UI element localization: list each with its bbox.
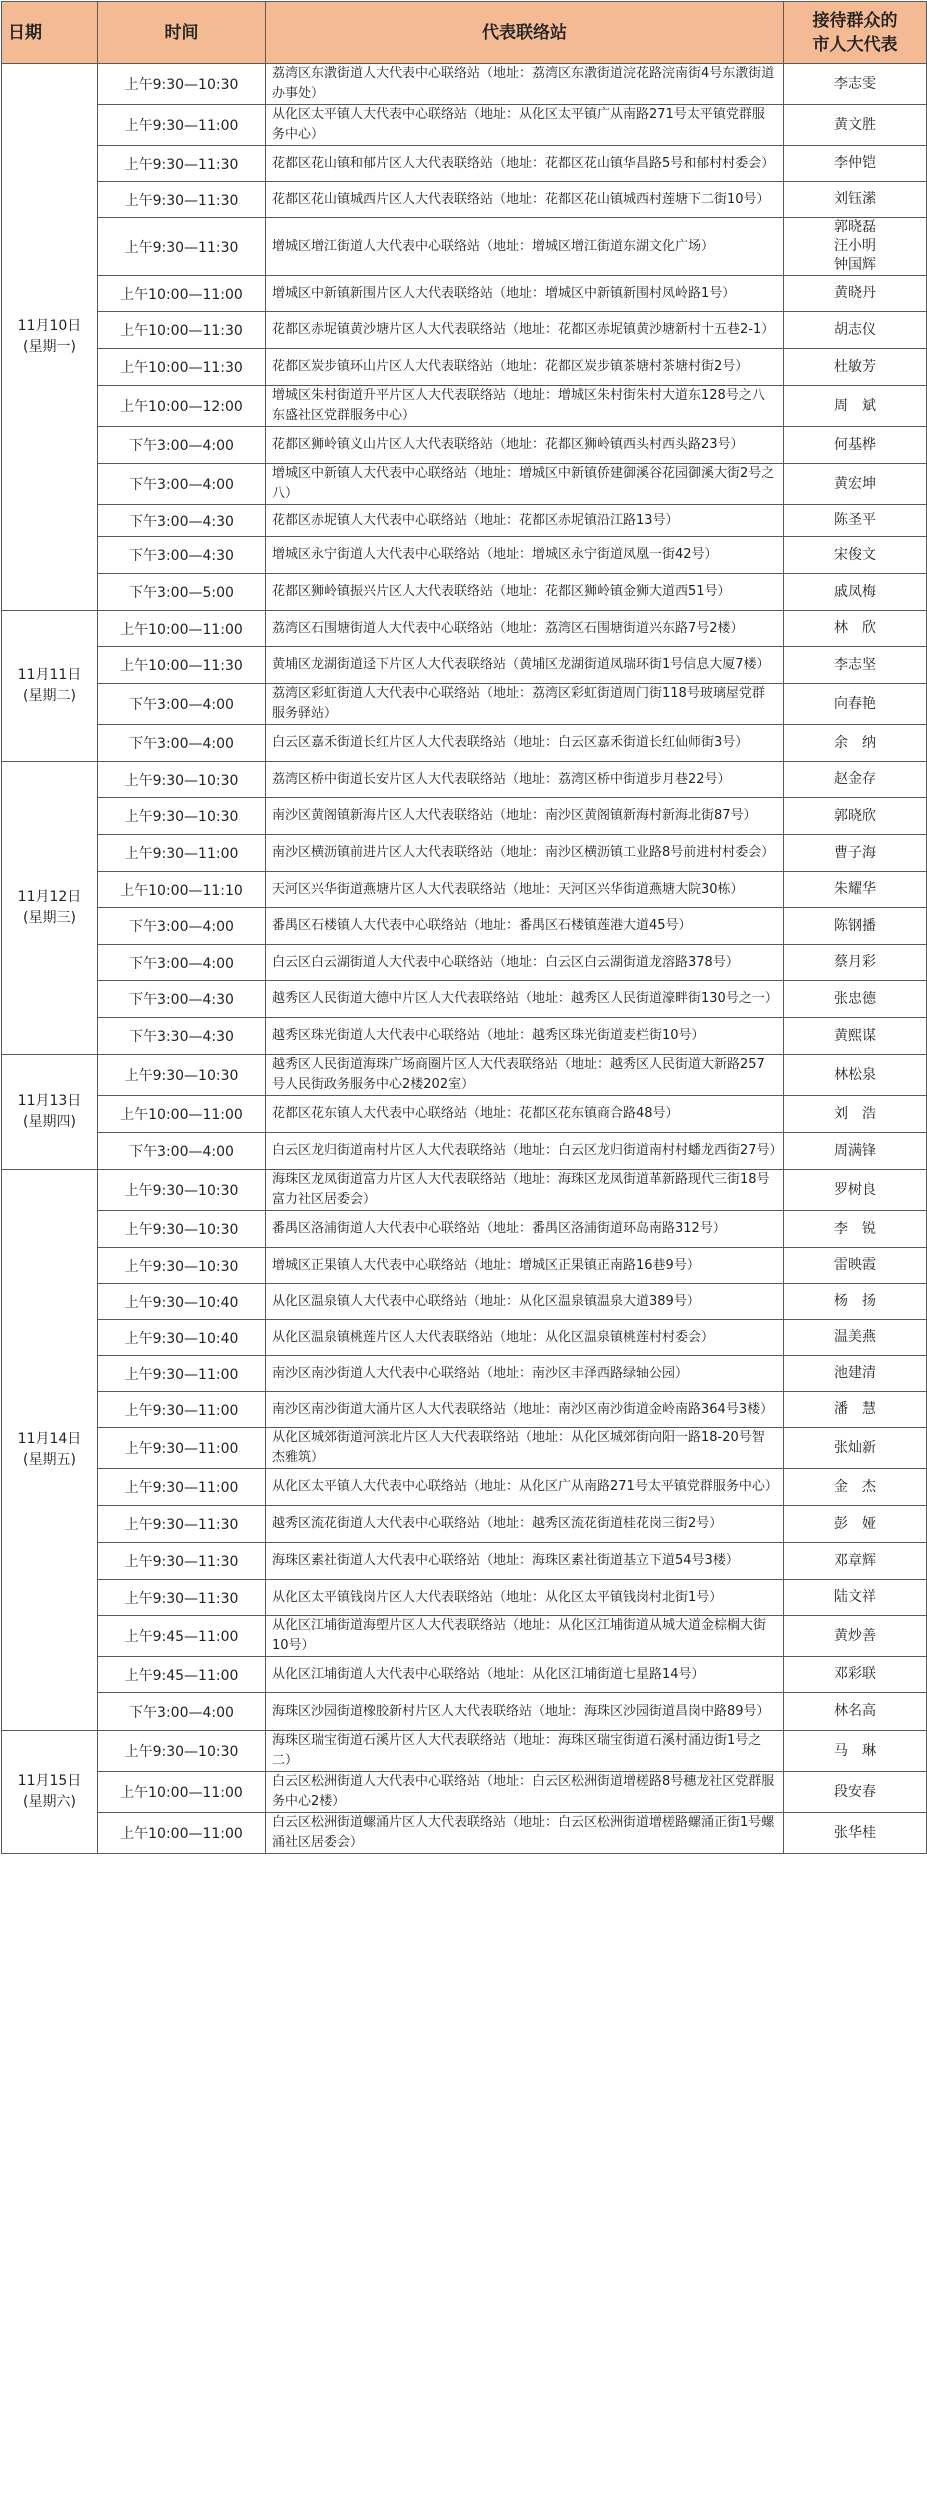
station-cell: 荔湾区石围塘街道人大代表中心联络站（地址：荔湾区石围塘街道兴东路7号2楼） (266, 611, 784, 647)
time-cell: 上午9:30—10:40 (98, 1284, 266, 1320)
station-cell: 从化区温泉镇人大代表中心联络站（地址：从化区温泉镇温泉大道389号） (266, 1284, 784, 1320)
station-cell: 番禺区石楼镇人大代表中心联络站（地址：番禺区石楼镇莲港大道45号） (266, 908, 784, 945)
representative-cell: 胡志仪 (784, 312, 927, 349)
representative-cell: 杨 扬 (784, 1284, 927, 1320)
representative-cell: 何基桦 (784, 427, 927, 464)
station-cell: 南沙区黄阁镇新海片区人大代表联络站（地址：南沙区黄阁镇新海村新海北街87号） (266, 798, 784, 835)
station-cell: 荔湾区东漖街道人大代表中心联络站（地址：荔湾区东漖街道浣花路浣南街4号东漖街道办事处） (266, 64, 784, 105)
time-cell: 下午3:00—4:00 (98, 1693, 266, 1731)
representative-cell: 邓章辉 (784, 1543, 927, 1580)
table-row (2, 1018, 927, 1055)
station-cell: 花都区花山镇和郁片区人大代表联络站（地址：花都区花山镇华昌路5号和郁村村委会） (266, 146, 784, 182)
weekday-label: (星期四) (23, 1114, 76, 1130)
station-cell: 海珠区龙凤街道富力片区人大代表联络站（地址：海珠区龙凤街道革新路现代三街18号富力社区居委会） (266, 1170, 784, 1211)
station-cell: 从化区太平镇人大代表中心联络站（地址：从化区太平镇广从南路271号太平镇党群服务中心） (266, 105, 784, 146)
table-row (2, 798, 927, 835)
time-cell: 上午9:30—11:30 (98, 182, 266, 218)
representative-cell: 林松泉 (784, 1055, 927, 1096)
station-cell: 海珠区瑞宝街道石溪片区人大代表联络站（地址：海珠区瑞宝街道石溪村涌边街1号之二） (266, 1731, 784, 1772)
table-row (2, 647, 927, 684)
representative-cell: 温美燕 (784, 1320, 927, 1356)
station-cell: 从化区江埔街道人大代表中心联络站（地址：从化区江埔街道七星路14号） (266, 1657, 784, 1693)
representative-cell: 黄炒善 (784, 1616, 927, 1657)
time-cell: 上午9:30—11:30 (98, 218, 266, 276)
time-cell: 下午3:00—4:30 (98, 537, 266, 574)
time-cell: 下午3:00—4:00 (98, 725, 266, 762)
representative-cell: 池建清 (784, 1356, 927, 1392)
time-cell: 上午9:30—11:00 (98, 1428, 266, 1469)
time-cell: 上午10:00—11:00 (98, 611, 266, 647)
table-row (2, 218, 927, 276)
weekday-label: (星期三) (23, 910, 76, 926)
time-cell: 上午9:30—11:30 (98, 146, 266, 182)
representative-cell: 张华桂 (784, 1813, 927, 1854)
time-cell: 上午9:30—11:30 (98, 1506, 266, 1543)
station-cell: 花都区花山镇城西片区人大代表联络站（地址：花都区花山镇城西村莲塘下二街10号） (266, 182, 784, 218)
station-cell: 黄埔区龙湖街道迳下片区人大代表联络站（黄埔区龙湖街道凤瑞环街1号信息大厦7楼） (266, 647, 784, 684)
station-cell: 增城区增江街道人大代表中心联络站（地址：增城区增江街道东湖文化广场） (266, 218, 784, 276)
station-cell: 番禺区洛浦街道人大代表中心联络站（地址：番禺区洛浦街道环岛南路312号） (266, 1211, 784, 1248)
representative-cell: 张灿新 (784, 1428, 927, 1469)
representative-cell: 余 纳 (784, 725, 927, 762)
table-row (2, 1616, 927, 1657)
station-cell: 南沙区横沥镇前进片区人大代表联络站（地址：南沙区横沥镇工业路8号前进村村委会） (266, 835, 784, 872)
time-cell: 上午9:30—11:30 (98, 1580, 266, 1616)
time-cell: 上午9:30—10:30 (98, 1731, 266, 1772)
table-row (2, 182, 927, 218)
table-row (2, 1055, 927, 1096)
table-row (2, 1772, 927, 1813)
time-cell: 上午9:30—10:30 (98, 1248, 266, 1284)
time-cell: 上午9:30—10:30 (98, 1055, 266, 1096)
time-cell: 上午10:00—12:00 (98, 386, 266, 427)
time-cell: 下午3:00—4:00 (98, 464, 266, 505)
representative-cell: 段安春 (784, 1772, 927, 1813)
table-row (2, 835, 927, 872)
representative-cell: 曹子海 (784, 835, 927, 872)
representative-cell: 彭 娅 (784, 1506, 927, 1543)
station-cell: 从化区温泉镇桃莲片区人大代表联络站（地址：从化区温泉镇桃莲村村委会） (266, 1320, 784, 1356)
time-cell: 上午9:30—10:30 (98, 64, 266, 105)
time-cell: 上午9:30—11:00 (98, 835, 266, 872)
table-row (2, 684, 927, 725)
time-cell: 上午10:00—11:00 (98, 276, 266, 312)
representative-cell: 李志雯 (784, 64, 927, 105)
representative-cell: 黄宏坤 (784, 464, 927, 505)
representative-cell: 李仲铠 (784, 146, 927, 182)
table-row (2, 1211, 927, 1248)
date-cell (2, 762, 98, 1055)
station-cell: 越秀区人民街道海珠广场商圈片区人大代表联络站（地址：越秀区人民街道大新路257号人民街政务服务中心2楼202室） (266, 1055, 784, 1096)
table-row (2, 872, 927, 908)
time-cell: 上午9:30—10:30 (98, 1211, 266, 1248)
representative-cell: 向春艳 (784, 684, 927, 725)
table-row (2, 981, 927, 1018)
time-cell: 上午10:00—11:30 (98, 349, 266, 386)
station-cell: 增城区中新镇新围片区人大代表联络站（地址：增城区中新镇新围村凤岭路1号） (266, 276, 784, 312)
station-cell: 从化区太平镇人大代表中心联络站（地址：从化区广从南路271号太平镇党群服务中心） (266, 1469, 784, 1506)
time-cell: 下午3:00—4:00 (98, 684, 266, 725)
time-cell: 上午9:30—11:00 (98, 1356, 266, 1392)
time-cell: 下午3:30—4:30 (98, 1018, 266, 1055)
station-cell: 白云区嘉禾街道长红片区人大代表联络站（地址：白云区嘉禾街道长红仙师街3号） (266, 725, 784, 762)
time-cell: 上午10:00—11:30 (98, 312, 266, 349)
time-cell: 上午9:45—11:00 (98, 1657, 266, 1693)
table-row (2, 386, 927, 427)
representative-cell: 雷映霞 (784, 1248, 927, 1284)
station-cell: 从化区江埔街道海塱片区人大代表联络站（地址：从化区江埔街道从城大道金棕榈大街10号） (266, 1616, 784, 1657)
table-row (2, 945, 927, 981)
table-row (2, 1392, 927, 1428)
time-cell: 上午9:30—10:30 (98, 798, 266, 835)
date-label: 11月11日 (17, 667, 82, 683)
representative-cell: 郭晓欣 (784, 798, 927, 835)
time-cell: 上午9:30—10:40 (98, 1320, 266, 1356)
time-cell: 上午9:30—11:00 (98, 1469, 266, 1506)
table-row (2, 1320, 927, 1356)
representative-cell: 陆文祥 (784, 1580, 927, 1616)
time-cell: 上午10:00—11:10 (98, 872, 266, 908)
table-row (2, 1543, 927, 1580)
time-cell: 上午9:30—11:00 (98, 105, 266, 146)
header-time: 时间 (98, 2, 266, 64)
representative-cell: 陈钢播 (784, 908, 927, 945)
header-row (2, 2, 927, 64)
station-cell: 白云区松洲街道螺涌片区人大代表联络站（地址：白云区松洲街道增槎路螺涌正街1号螺涌社区居委会） (266, 1813, 784, 1854)
time-cell: 下午3:00—4:30 (98, 505, 266, 537)
table-header (2, 2, 927, 64)
station-cell: 增城区朱村街道升平片区人大代表联络站（地址：增城区朱村街朱村大道东128号之八东盛社区党群服务中心） (266, 386, 784, 427)
representative-cell: 宋俊文 (784, 537, 927, 574)
table-row (2, 146, 927, 182)
table-row (2, 1170, 927, 1211)
station-cell: 花都区花东镇人大代表中心联络站（地址：花都区花东镇商合路48号） (266, 1096, 784, 1133)
table-row (2, 908, 927, 945)
date-cell (2, 1731, 98, 1854)
time-cell: 上午10:00—11:00 (98, 1096, 266, 1133)
station-cell: 花都区狮岭镇振兴片区人大代表联络站（地址：花都区狮岭镇金狮大道西51号） (266, 574, 784, 611)
station-cell: 白云区白云湖街道人大代表中心联络站（地址：白云区白云湖街道龙溶路378号） (266, 945, 784, 981)
header-date: 日期 (2, 2, 98, 64)
station-cell: 花都区炭步镇环山片区人大代表联络站（地址：花都区炭步镇茶塘村茶塘村街2号） (266, 349, 784, 386)
representative-cell: 郭晓磊 汪小明 钟国辉 (784, 218, 927, 276)
representative-cell: 蔡月彩 (784, 945, 927, 981)
date-label: 11月12日 (17, 889, 82, 905)
representative-cell: 陈圣平 (784, 505, 927, 537)
station-cell: 从化区太平镇钱岗片区人大代表联络站（地址：从化区太平镇钱岗村北街1号） (266, 1580, 784, 1616)
station-cell: 越秀区人民街道大德中片区人大代表联络站（地址：越秀区人民街道濠畔街130号之一） (266, 981, 784, 1018)
time-cell: 下午3:00—4:00 (98, 945, 266, 981)
station-cell: 海珠区沙园街道橡胶新村片区人大代表联络站（地址：海珠区沙园街道昌岗中路89号） (266, 1693, 784, 1731)
station-cell: 荔湾区彩虹街道人大代表中心联络站（地址：荔湾区彩虹街道周门街118号玻璃屋党群服务驿站） (266, 684, 784, 725)
table-row (2, 1428, 927, 1469)
date-label: 11月10日 (17, 318, 82, 334)
table-row (2, 1284, 927, 1320)
station-cell: 荔湾区桥中街道长安片区人大代表联络站（地址：荔湾区桥中街道步月巷22号） (266, 762, 784, 798)
representative-cell: 李 锐 (784, 1211, 927, 1248)
station-cell: 增城区永宁街道人大代表中心联络站（地址：增城区永宁街道凤凰一街42号） (266, 537, 784, 574)
table-row (2, 1356, 927, 1392)
date-cell (2, 1170, 98, 1731)
date-cell (2, 1055, 98, 1170)
table-row (2, 312, 927, 349)
representative-cell: 周 斌 (784, 386, 927, 427)
time-cell: 下午3:00—4:30 (98, 981, 266, 1018)
time-cell: 下午3:00—4:00 (98, 1133, 266, 1170)
table-row (2, 105, 927, 146)
representative-cell: 邓彩联 (784, 1657, 927, 1693)
representative-cell: 周满锋 (784, 1133, 927, 1170)
table-row (2, 1580, 927, 1616)
table-row (2, 611, 927, 647)
table-row (2, 725, 927, 762)
representative-cell: 赵金存 (784, 762, 927, 798)
station-cell: 越秀区珠光街道人大代表中心联络站（地址：越秀区珠光街道麦栏街10号） (266, 1018, 784, 1055)
table-row (2, 762, 927, 798)
date-cell (2, 64, 98, 611)
time-cell: 上午9:30—11:00 (98, 1392, 266, 1428)
schedule-table (1, 1, 927, 1854)
time-cell: 上午9:45—11:00 (98, 1616, 266, 1657)
table-row (2, 64, 927, 105)
representative-cell: 黄熙谋 (784, 1018, 927, 1055)
weekday-label: (星期六) (23, 1794, 76, 1810)
representative-cell: 刘钰潆 (784, 182, 927, 218)
table-row (2, 1693, 927, 1731)
date-label: 11月14日 (17, 1431, 82, 1447)
table-row (2, 1096, 927, 1133)
weekday-label: (星期五) (23, 1452, 76, 1468)
table-row (2, 1731, 927, 1772)
representative-cell: 潘 慧 (784, 1392, 927, 1428)
time-cell: 上午10:00—11:00 (98, 1813, 266, 1854)
table-row (2, 464, 927, 505)
station-cell: 白云区松洲街道人大代表中心联络站（地址：白云区松洲街道增槎路8号穗龙社区党群服务中心2楼） (266, 1772, 784, 1813)
weekday-label: (星期一) (23, 339, 76, 355)
table-row (2, 349, 927, 386)
station-cell: 天河区兴华街道燕塘片区人大代表联络站（地址：天河区兴华街道燕塘大院30栋） (266, 872, 784, 908)
date-label: 11月13日 (17, 1093, 82, 1109)
representative-cell: 张忠德 (784, 981, 927, 1018)
station-cell: 花都区赤坭镇人大代表中心联络站（地址：花都区赤坭镇沿江路13号） (266, 505, 784, 537)
representative-cell: 戚凤梅 (784, 574, 927, 611)
station-cell: 越秀区流花街道人大代表中心联络站（地址：越秀区流花街道桂花岗三街2号） (266, 1506, 784, 1543)
date-cell (2, 611, 98, 762)
table-row (2, 1657, 927, 1693)
date-label: 11月15日 (17, 1773, 82, 1789)
representative-cell: 林 欣 (784, 611, 927, 647)
weekday-label: (星期二) (23, 688, 76, 704)
time-cell: 下午3:00—4:00 (98, 427, 266, 464)
station-cell: 海珠区素社街道人大代表中心联络站（地址：海珠区素社街道基立下道54号3楼） (266, 1543, 784, 1580)
table-row (2, 1133, 927, 1170)
representative-cell: 金 杰 (784, 1469, 927, 1506)
representative-cell: 林名高 (784, 1693, 927, 1731)
station-cell: 南沙区南沙街道大涌片区人大代表联络站（地址：南沙区南沙街道金岭南路364号3楼） (266, 1392, 784, 1428)
representative-cell: 刘 浩 (784, 1096, 927, 1133)
station-cell: 花都区赤坭镇黄沙塘片区人大代表联络站（地址：花都区赤坭镇黄沙塘新村十五巷2-1） (266, 312, 784, 349)
time-cell: 上午9:30—10:30 (98, 762, 266, 798)
table-row (2, 574, 927, 611)
representative-cell: 杜敏芳 (784, 349, 927, 386)
station-cell: 白云区龙归街道南村片区人大代表联络站（地址：白云区龙归街道南村村蟠龙西街27号） (266, 1133, 784, 1170)
table-row (2, 427, 927, 464)
time-cell: 下午3:00—4:00 (98, 908, 266, 945)
time-cell: 上午10:00—11:30 (98, 647, 266, 684)
time-cell: 上午9:30—10:30 (98, 1170, 266, 1211)
representative-cell: 马 琳 (784, 1731, 927, 1772)
time-cell: 上午9:30—11:30 (98, 1543, 266, 1580)
table-row (2, 276, 927, 312)
station-cell: 从化区城郊街道河滨北片区人大代表联络站（地址：从化区城郊街向阳一路18-20号智杰雅筑） (266, 1428, 784, 1469)
table-row (2, 1813, 927, 1854)
table-row (2, 505, 927, 537)
header-station: 代表联络站 (266, 2, 784, 64)
representative-cell: 罗树良 (784, 1170, 927, 1211)
station-cell: 南沙区南沙街道人大代表中心联络站（地址：南沙区丰泽西路绿轴公园） (266, 1356, 784, 1392)
table-row (2, 1506, 927, 1543)
station-cell: 增城区正果镇人大代表中心联络站（地址：增城区正果镇正南路16巷9号） (266, 1248, 784, 1284)
station-cell: 花都区狮岭镇义山片区人大代表联络站（地址：花都区狮岭镇西头村西头路23号） (266, 427, 784, 464)
table-row (2, 1248, 927, 1284)
table-body (2, 64, 927, 1854)
table-row (2, 1469, 927, 1506)
station-cell: 增城区中新镇人大代表中心联络站（地址：增城区中新镇侨建御溪谷花园御溪大街2号之八） (266, 464, 784, 505)
time-cell: 上午10:00—11:00 (98, 1772, 266, 1813)
representative-cell: 朱耀华 (784, 872, 927, 908)
header-rep: 接待群众的 市人大代表 (784, 2, 927, 64)
representative-cell: 李志坚 (784, 647, 927, 684)
representative-cell: 黄文胜 (784, 105, 927, 146)
time-cell: 下午3:00—5:00 (98, 574, 266, 611)
representative-cell: 黄晓丹 (784, 276, 927, 312)
table-row (2, 537, 927, 574)
